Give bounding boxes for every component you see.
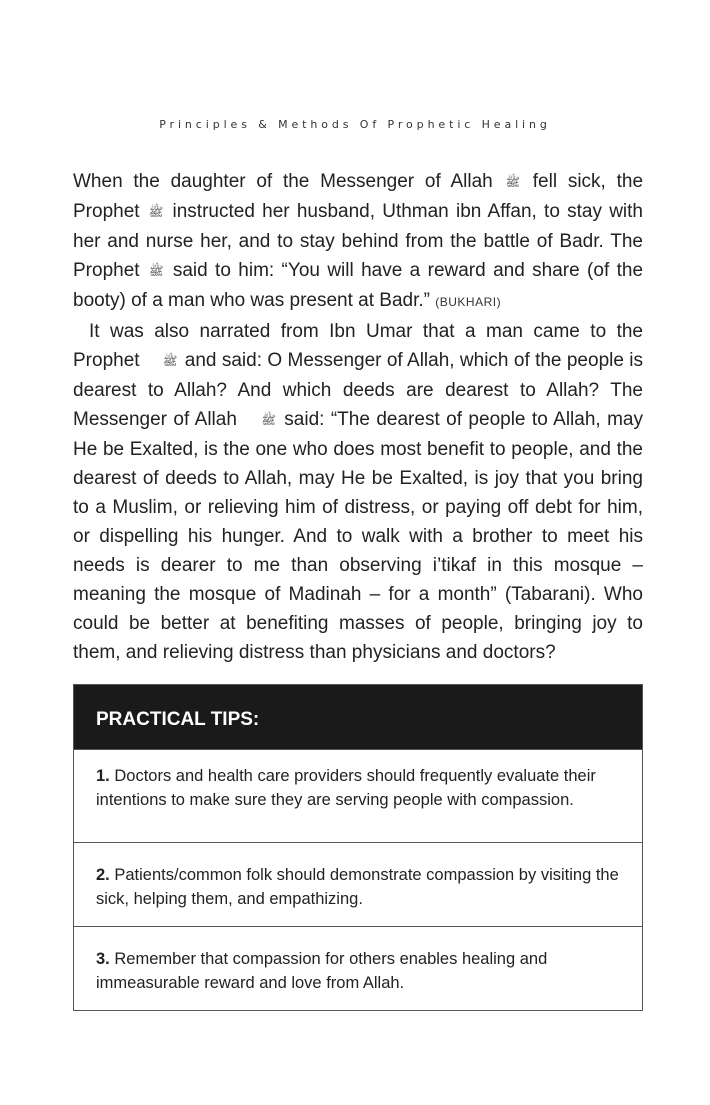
practical-tips-box — [73, 684, 643, 1011]
tip-text: Doctors and health care providers should frequently evaluate their intentions to make sure they are serving people with compassion. — [96, 767, 596, 809]
tip-item — [74, 842, 642, 926]
text-segment: instructed her husband, Uthman ibn Affan, to stay with her and nurse her, and to stay behind from the battle of Badr. The Prophet — [73, 201, 643, 281]
source-citation: (BUKHARI) — [435, 295, 502, 309]
text-segment: and said: O Messenger of Allah, which of the people is dearest to Allah? And which deeds are dearest to Allah? The Messenger of Allah — [73, 350, 644, 430]
honorific-icon: ﷺ — [148, 264, 164, 278]
tip-item — [74, 926, 642, 1010]
text-segment: said: “The dearest of people to Allah, may He be Exalted, is the one who does most benefit to people, and the dearest of deeds to Allah, may He be Exalted, is joy that you bring to a Muslim, or relieving him of distress, or paying off debt for him, or dispelling his hunger. And to walk with a brother to meet his needs is dearer to me than observing i’tikaf in this mosque – meaning the mosque of Madinah – for a month” (Tabarani). Who could be better at benefiting masses of people, bringing joy to them, and relieving distress than physicians and doctors? — [73, 409, 644, 663]
honorific-icon: ﷺ — [148, 205, 164, 219]
text-segment: fell sick, the Prophet — [73, 171, 644, 222]
honorific-icon: ﷺ — [162, 354, 178, 368]
tip-number: 3. — [96, 950, 110, 968]
text-segment: It was also narrated from Ibn Umar that a man came to the Prophet — [73, 321, 643, 371]
honorific-icon: ﷺ — [261, 413, 276, 427]
honorific-icon: ﷺ — [505, 175, 520, 189]
tip-text: Patients/common folk should demonstrate compassion by visiting the sick, helping them, and empathizing. — [96, 866, 619, 908]
paragraph-1 — [73, 167, 643, 317]
text-segment: said to him: “You will have a reward and share (of the booty) of a man who was present at Badr.” — [73, 260, 644, 311]
paragraph-2 — [73, 317, 643, 667]
tip-text: Remember that compassion for others enables healing and immeasurable reward and love from Allah. — [96, 950, 548, 992]
practical-tips-heading: PRACTICAL TIPS: — [74, 685, 642, 749]
tip-number: 1. — [96, 767, 110, 785]
running-header: Principles & Methods Of Prophetic Healing — [159, 118, 551, 131]
tip-number: 2. — [96, 866, 110, 884]
tip-item — [74, 749, 642, 842]
body-text — [73, 167, 643, 667]
text-segment: When the daughter of the Messenger of Allah — [73, 171, 493, 192]
